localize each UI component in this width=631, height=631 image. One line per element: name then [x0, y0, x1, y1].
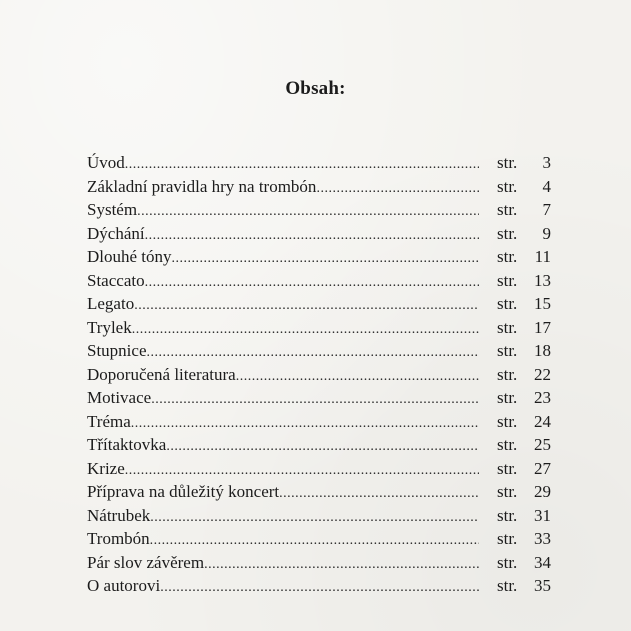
dot-leader: [166, 435, 479, 459]
page-number: 15: [534, 294, 551, 313]
page-prefix: str.: [497, 364, 518, 384]
page-number: 27: [534, 458, 551, 478]
page-number: 17: [534, 317, 551, 337]
page-number: 4: [542, 176, 551, 196]
page-number: 29: [534, 482, 551, 501]
toc-entry-label: Tréma: [87, 411, 131, 431]
toc-page-reference: [497, 574, 551, 598]
toc-entry: [87, 339, 557, 363]
toc-entry: [87, 292, 557, 316]
page-prefix: str.: [497, 411, 518, 431]
dot-leader: [134, 294, 479, 318]
dot-leader: [145, 224, 479, 248]
toc-page-reference: [497, 175, 551, 199]
toc-entry-title-group: [87, 410, 479, 436]
toc-entry: [87, 269, 557, 293]
toc-entry-label: Motivace: [87, 388, 152, 407]
toc-entry-title-group: [87, 339, 479, 365]
toc-entry-label: Dýchání: [87, 223, 145, 243]
dot-leader: [236, 365, 479, 389]
toc-entry: [87, 504, 557, 528]
toc-entry-title-group: [87, 386, 479, 412]
toc-entry-label: Staccato: [87, 270, 145, 290]
dot-leader: [131, 412, 479, 436]
page-number: 18: [534, 341, 551, 360]
page-number: 25: [534, 435, 551, 454]
toc-entry-title-group: [87, 198, 479, 224]
toc-entry: [87, 386, 557, 410]
page-number: 13: [534, 270, 551, 290]
page-prefix: str.: [497, 176, 518, 196]
toc-entry-label: Základní pravidla hry na trombón: [87, 176, 317, 196]
toc-entry: [87, 527, 557, 551]
toc-page-reference: [497, 316, 551, 340]
toc-entry-label: Dlouhé tóny: [87, 247, 172, 266]
toc-entry: [87, 551, 557, 575]
toc-entry-title-group: [87, 316, 479, 342]
page-number: 24: [534, 411, 551, 431]
toc-page-reference: [497, 386, 551, 410]
toc-page-reference: [497, 480, 551, 504]
page-prefix: str.: [497, 153, 518, 172]
toc-entry-title-group: [87, 457, 479, 483]
dot-leader: [204, 553, 479, 577]
toc-entry-title-group: [87, 433, 479, 459]
toc-entry-title-group: [87, 222, 479, 248]
toc-entry-label: Příprava na důležitý koncert: [87, 482, 280, 501]
dot-leader: [150, 506, 479, 530]
toc-entry-title-group: [87, 480, 479, 506]
page-prefix: str.: [497, 482, 518, 501]
dot-leader: [132, 318, 479, 342]
page-title: Obsah:: [285, 78, 346, 99]
dot-leader: [125, 459, 479, 483]
toc-entry-label: Doporučená literatura: [87, 364, 236, 384]
toc-entry-label: Třítaktovka: [87, 435, 167, 454]
page-number: 11: [534, 247, 551, 266]
toc-entry-label: Nátrubek: [87, 505, 151, 525]
dot-leader: [137, 200, 479, 224]
page-number: 9: [542, 223, 551, 243]
toc-page-reference: [497, 292, 551, 316]
toc-entry: [87, 151, 557, 175]
page-prefix: str.: [497, 458, 518, 478]
page-prefix: str.: [497, 435, 518, 454]
toc-page-reference: [497, 151, 551, 175]
dot-leader: [150, 529, 479, 553]
toc-entry: [87, 198, 557, 222]
toc-entry-label: Systém: [87, 200, 138, 219]
page-number: 3: [542, 153, 551, 172]
toc-entry-title-group: [87, 574, 479, 600]
toc-entry: [87, 175, 557, 199]
toc-entry: [87, 574, 557, 598]
table-of-contents: [87, 151, 557, 598]
toc-entry-label: Úvod: [87, 153, 125, 172]
page-number: 22: [534, 364, 551, 384]
toc-entry-label: Krize: [87, 458, 125, 478]
dot-leader: [151, 388, 479, 412]
toc-entry-label: Trombón: [87, 529, 150, 548]
toc-entry-label: Legato: [87, 294, 135, 313]
toc-entry-title-group: [87, 292, 479, 318]
toc-entry: [87, 363, 557, 387]
toc-page-reference: [497, 363, 551, 387]
page-prefix: str.: [497, 294, 518, 313]
page-prefix: str.: [497, 247, 518, 266]
toc-entry-label: Pár slov závěrem: [87, 552, 205, 572]
dot-leader: [316, 177, 479, 201]
toc-entry-label: Stupnice: [87, 341, 147, 360]
page-prefix: str.: [497, 388, 518, 407]
toc-entry-title-group: [87, 504, 479, 530]
page-number: 23: [534, 388, 551, 407]
toc-entry: [87, 316, 557, 340]
toc-entry: [87, 245, 557, 269]
toc-entry-label: O autorovi: [87, 576, 161, 595]
page-prefix: str.: [497, 341, 518, 360]
toc-page-reference: [497, 457, 551, 481]
toc-entry-label: Trylek: [87, 317, 132, 337]
toc-entry: [87, 433, 557, 457]
toc-page-reference: [497, 504, 551, 528]
toc-entry-title-group: [87, 363, 479, 389]
toc-entry: [87, 222, 557, 246]
dot-leader: [145, 271, 479, 295]
page-prefix: str.: [497, 270, 518, 290]
dot-leader: [160, 576, 479, 600]
dot-leader: [125, 153, 479, 177]
toc-entry-title-group: [87, 551, 479, 577]
dot-leader: [279, 482, 479, 506]
toc-entry-title-group: [87, 175, 479, 201]
toc-page-reference: [497, 433, 551, 457]
toc-page-reference: [497, 245, 551, 269]
toc-entry: [87, 480, 557, 504]
toc-entry: [87, 410, 557, 434]
page-prefix: str.: [497, 223, 518, 243]
toc-entry-title-group: [87, 245, 479, 271]
dot-leader: [172, 247, 479, 271]
page-prefix: str.: [497, 505, 518, 525]
page-prefix: str.: [497, 552, 518, 572]
toc-page-reference: [497, 198, 551, 222]
toc-entry: [87, 457, 557, 481]
toc-page-reference: [497, 339, 551, 363]
toc-entry-title-group: [87, 151, 479, 177]
toc-entry-title-group: [87, 527, 479, 553]
dot-leader: [147, 341, 480, 365]
page-number: 33: [534, 529, 551, 548]
page-prefix: str.: [497, 200, 518, 219]
toc-entry-title-group: [87, 269, 479, 295]
page-number: 35: [534, 576, 551, 595]
page-prefix: str.: [497, 576, 518, 595]
page-prefix: str.: [497, 529, 518, 548]
page-number: 31: [534, 505, 551, 525]
page-number: 7: [542, 200, 551, 219]
toc-page-reference: [497, 222, 551, 246]
toc-page-reference: [497, 527, 551, 551]
toc-page-reference: [497, 551, 551, 575]
page-prefix: str.: [497, 317, 518, 337]
toc-page-reference: [497, 269, 551, 293]
toc-page-reference: [497, 410, 551, 434]
page-number: 34: [534, 552, 551, 572]
